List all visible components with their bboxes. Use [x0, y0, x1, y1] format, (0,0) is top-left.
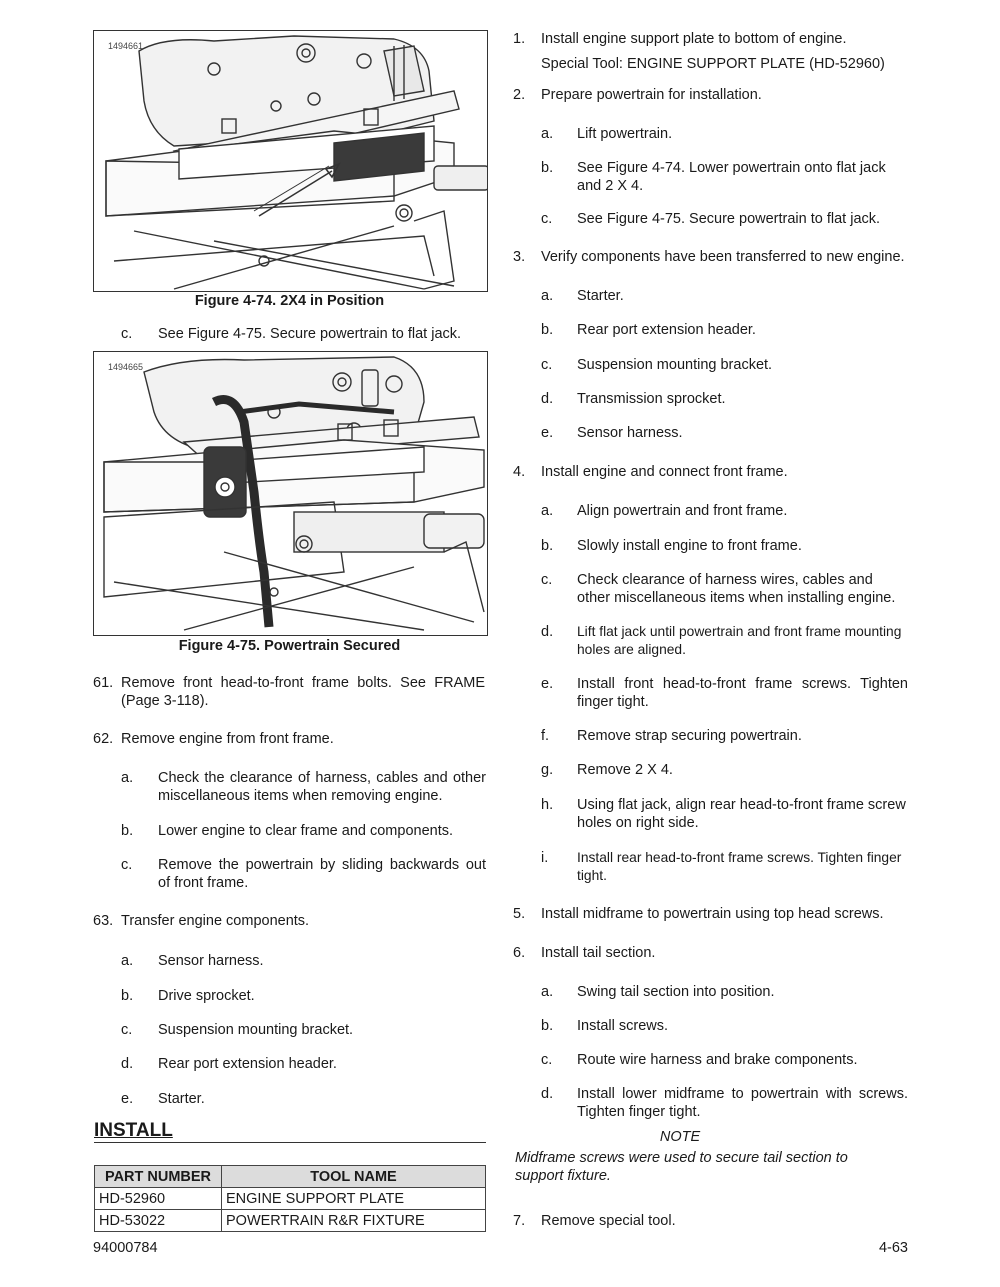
item-text: Remove strap securing powertrain. — [577, 728, 802, 744]
page-number: 4-63 — [878, 1240, 908, 1256]
item-text: Install screws. — [577, 1018, 669, 1034]
item-text: See Figure 4-74. Lower powertrain onto flat jack and 2 X 4. — [577, 160, 886, 194]
special-tool-line: Special Tool: ENGINE SUPPORT PLATE (HD-52960) — [541, 56, 885, 72]
item-text: Suspension mounting bracket. — [158, 1022, 354, 1038]
step-text: Install midframe to powertrain using top head screws. — [541, 906, 884, 922]
item-text: Route wire harness and brake components. — [577, 1052, 858, 1068]
note-text: Midframe screws were used to secure tail section to support fixture. — [515, 1150, 848, 1184]
step-number: 7. — [513, 1213, 526, 1229]
figure-4-75-caption: Figure 4-75. Powertrain Secured — [178, 638, 401, 654]
step-number: 4. — [513, 464, 526, 480]
step-number: 61. — [93, 675, 114, 691]
step-text: Install tail section. — [541, 945, 656, 961]
item-text: See Figure 4-75. Secure powertrain to flat jack. — [158, 326, 462, 342]
item-label: b. — [541, 1018, 554, 1034]
item-text: Starter. — [158, 1091, 205, 1107]
step-number: 62. — [93, 731, 114, 747]
item-label: b. — [541, 538, 554, 554]
part-number-cell: HD-53022 — [95, 1210, 222, 1232]
item-text: Rear port extension header. — [158, 1056, 337, 1072]
figure-4-75 — [93, 351, 488, 636]
item-label: e. — [541, 676, 554, 692]
item-text: Starter. — [577, 288, 624, 304]
step-text: Remove engine from front frame. — [121, 731, 334, 747]
engine-on-flat-jack-illustration — [94, 31, 487, 291]
item-label: b. — [121, 823, 134, 839]
figure-4-74 — [93, 30, 488, 292]
install-section-title: INSTALL — [94, 1120, 486, 1143]
step-text: Verify components have been transferred to new engine. — [541, 249, 905, 265]
tool-name-cell: POWERTRAIN R&R FIXTURE — [222, 1210, 486, 1232]
step-text: Prepare powertrain for installation. — [541, 87, 762, 103]
item-text: Drive sprocket. — [158, 988, 255, 1004]
item-label: c. — [121, 857, 133, 873]
item-text: Align powertrain and front frame. — [577, 503, 788, 519]
item-text: Suspension mounting bracket. — [577, 357, 773, 373]
item-label: c. — [541, 1052, 553, 1068]
item-label: d. — [541, 1086, 554, 1102]
step-number: 1. — [513, 31, 526, 47]
tool-name-cell: ENGINE SUPPORT PLATE — [222, 1188, 486, 1210]
item-label: i. — [541, 850, 549, 866]
item-label: b. — [121, 988, 134, 1004]
step-number: 5. — [513, 906, 526, 922]
item-label: d. — [541, 391, 554, 407]
table-row — [95, 1188, 486, 1210]
step-number: 6. — [513, 945, 526, 961]
item-text: Slowly install engine to front frame. — [577, 538, 802, 554]
figure-4-74-caption: Figure 4-74. 2X4 in Position — [194, 293, 385, 309]
part-number-cell: HD-52960 — [95, 1188, 222, 1210]
document-number: 94000784 — [93, 1240, 158, 1256]
item-text: Sensor harness. — [577, 425, 683, 441]
item-label: a. — [121, 953, 134, 969]
item-text: Transmission sprocket. — [577, 391, 726, 407]
item-text: Rear port extension header. — [577, 322, 756, 338]
figure-id: 1494665 — [108, 362, 144, 372]
item-label: f. — [541, 728, 550, 744]
item-text: Install lower midframe to powertrain with screws. Tighten finger tight. — [577, 1086, 908, 1120]
item-label: a. — [541, 126, 554, 142]
item-label: d. — [541, 624, 554, 640]
item-text: See Figure 4-75. Secure powertrain to flat jack. — [577, 211, 881, 227]
step-number: 63. — [93, 913, 114, 929]
item-label: c. — [541, 357, 553, 373]
item-label: a. — [121, 770, 134, 786]
item-label: b. — [541, 322, 554, 338]
step-text: Transfer engine components. — [121, 913, 310, 929]
item-text: Check clearance of harness wires, cables and other miscellaneous items when installing engine. — [577, 572, 896, 606]
step-number: 3. — [513, 249, 526, 265]
item-label: c. — [541, 211, 553, 227]
item-text: Using flat jack, align rear head-to-front frame screw holes on right side. — [577, 797, 906, 831]
step-text: Install engine and connect front frame. — [541, 464, 788, 480]
item-text: Swing tail section into position. — [577, 984, 775, 1000]
tool-table — [94, 1165, 486, 1232]
step-text: Remove special tool. — [541, 1213, 676, 1229]
item-text: Lower engine to clear frame and components. — [158, 823, 454, 839]
item-text: Remove 2 X 4. — [577, 762, 673, 778]
item-text: Lift flat jack until powertrain and front frame mounting holes are aligned. — [577, 624, 902, 657]
column-header: PART NUMBER — [95, 1166, 222, 1188]
step-number: 2. — [513, 87, 526, 103]
item-label: a. — [541, 503, 554, 519]
note-title: NOTE — [659, 1129, 701, 1145]
item-label: d. — [121, 1056, 134, 1072]
item-label: a. — [541, 288, 554, 304]
item-text: Sensor harness. — [158, 953, 264, 969]
item-label: g. — [541, 762, 554, 778]
step-text: Remove front head-to-front frame bolts. See FRAME (Page 3-118). — [121, 675, 485, 709]
item-label: h. — [541, 797, 554, 813]
item-label: e. — [121, 1091, 134, 1107]
table-header-row — [95, 1166, 486, 1188]
powertrain-secured-illustration — [94, 352, 487, 635]
step-text: Install engine support plate to bottom of engine. — [541, 31, 847, 47]
item-label: c. — [121, 1022, 133, 1038]
item-text: Remove the powertrain by sliding backwards out of front frame. — [158, 857, 486, 891]
item-label: c. — [541, 572, 553, 588]
table-row — [95, 1210, 486, 1232]
item-label: b. — [541, 160, 554, 176]
item-text: Install rear head-to-front frame screws. Tighten finger tight. — [577, 850, 902, 883]
item-label: e. — [541, 425, 554, 441]
item-label: c. — [121, 326, 133, 342]
item-text: Check the clearance of harness, cables and other miscellaneous items when removing engine. — [158, 770, 486, 804]
item-label: a. — [541, 984, 554, 1000]
item-text: Install front head-to-front frame screws. Tighten finger tight. — [577, 676, 908, 710]
item-text: Lift powertrain. — [577, 126, 673, 142]
figure-id: 1494661 — [108, 41, 144, 51]
column-header: TOOL NAME — [222, 1166, 486, 1188]
